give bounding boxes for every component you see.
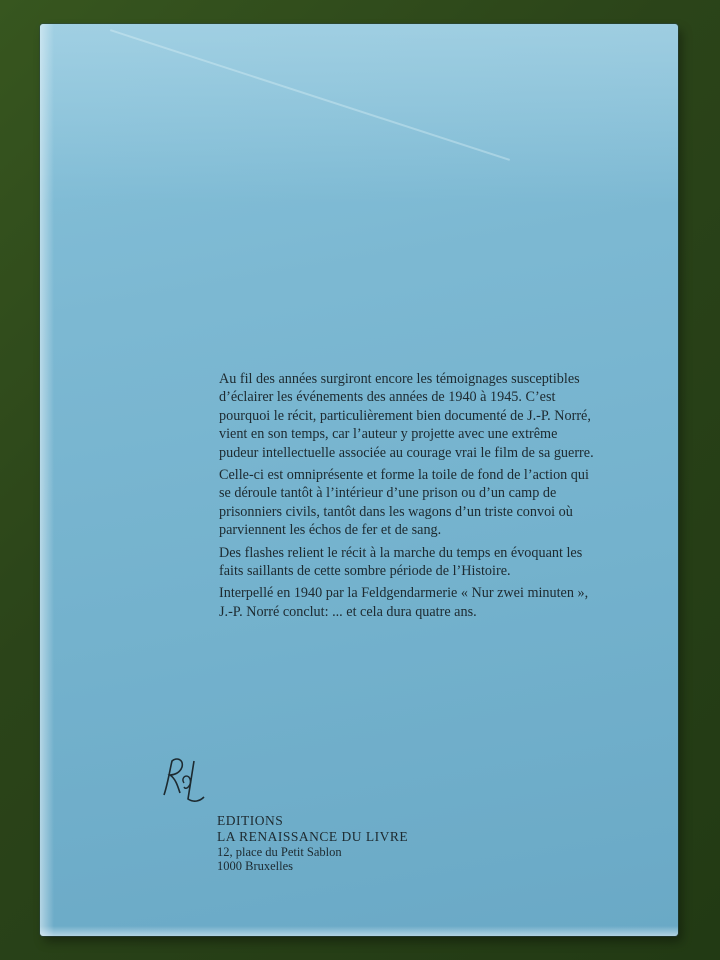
publisher-logo-icon (150, 753, 210, 807)
publisher-label: EDITIONS (217, 813, 284, 828)
cover-edge-wear (40, 24, 54, 936)
publisher-block (217, 813, 408, 873)
cover-crease (110, 29, 510, 161)
blurb-paragraph: Celle-ci est omniprésente et forme la toile de fond de l’action qui se déroule tantôt à l’intérieur d’une prison ou d’un camp de prisonniers civils, tantôt dans les wagons d’un triste convoi où parviennent les échos de fer et de sang. (219, 467, 589, 539)
cover-bottom-wear (40, 926, 678, 936)
blurb-paragraph: Interpellé en 1940 par la Feldgendarmerie « Nur zwei minuten », J.-P. Norré conclut: ... et cela dura quatre ans. (219, 585, 589, 620)
blurb-paragraph: Des flashes relient le récit à la marche du temps en évoquant les faits saillants de cette sombre période de l’Histoire. (219, 544, 583, 580)
back-cover-blurb (219, 370, 599, 625)
publisher-name: LA RENAISSANCE DU LIVRE (217, 829, 409, 844)
blurb-paragraph: Au fil des années surgiront encore les témoignages susceptibles d’éclairer les événements des années de 1940 à 1945. C’est pourquoi le récit, particulièrement bien documenté de J.-P. Norré, vient en son temps, car l’auteur y projette avec une extrême pudeur intellectuelle associée au courage vrai le film de sa guerre. (219, 371, 594, 461)
publisher-address-city: 1000 Bruxelles (217, 859, 294, 873)
publisher-address-street: 12, place du Petit Sablon (217, 845, 342, 859)
